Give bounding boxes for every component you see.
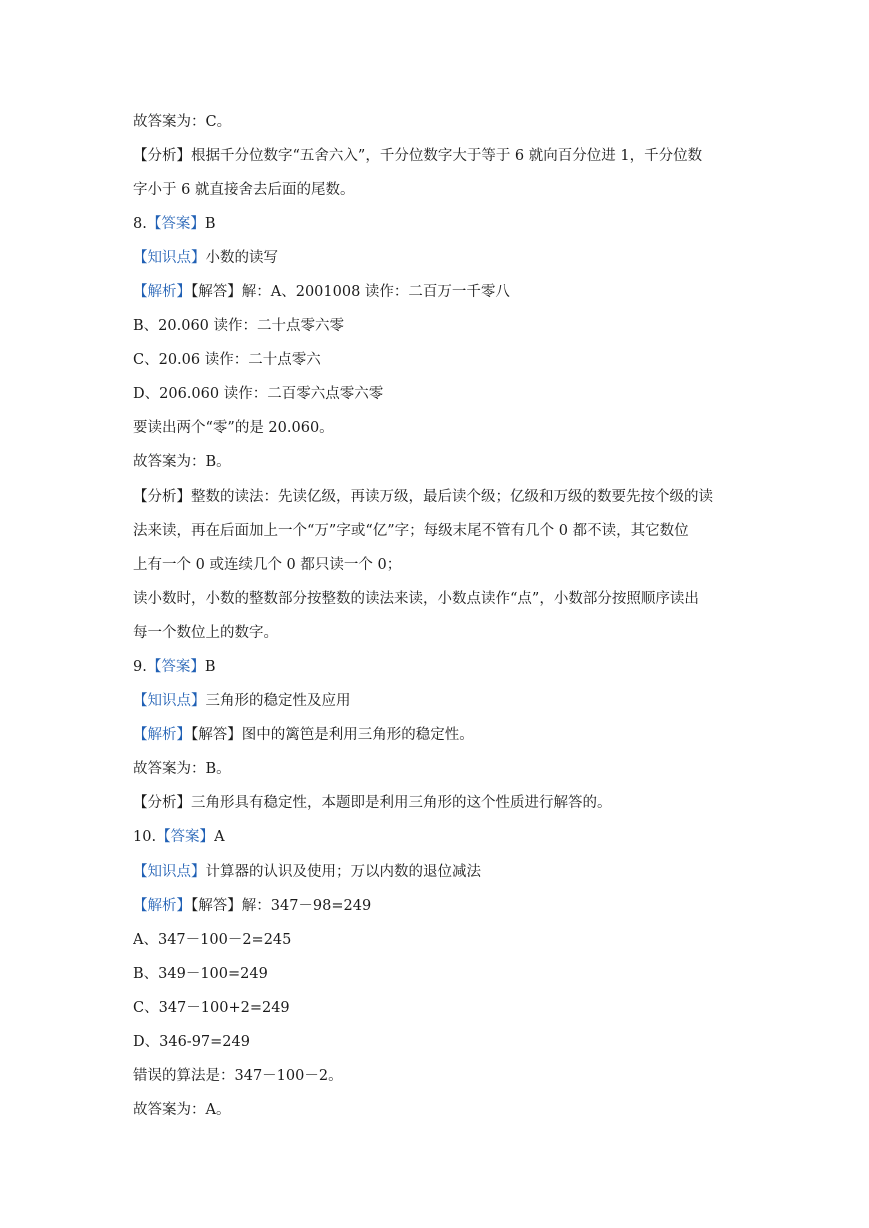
analysis-8-line-5: [133, 623, 743, 643]
knowledge-tag: 【知识点】: [133, 864, 206, 880]
calc-option-c: [133, 998, 743, 1018]
line-text: D、206.060 读作：二百零六点零六零: [133, 386, 384, 402]
question-number: 9.: [133, 659, 147, 675]
solution-tag: 【解析】: [133, 727, 191, 743]
calc-option-b: [133, 964, 743, 984]
wrong-method-line: [133, 1066, 743, 1086]
line-text: 计算器的认识及使用；万以内数的退位减法: [205, 864, 481, 880]
analysis-8-line-3: [133, 555, 743, 575]
analysis-8-line-2: [133, 521, 743, 541]
line-text: A: [214, 829, 225, 845]
line-text: 每一个数位上的数字。: [133, 625, 278, 641]
question-9-knowledge: [133, 691, 743, 711]
question-9-solution: [133, 725, 743, 745]
line-text: B、20.060 读作：二十点零六零: [133, 318, 344, 334]
line-text: 故答案为：B。: [133, 761, 231, 777]
question-number: 10.: [133, 829, 157, 845]
calc-option-a: [133, 930, 743, 950]
line-text: 故答案为：C。: [133, 114, 232, 130]
answer-tag: 【答案】: [146, 216, 205, 232]
answer-line-10: [133, 1100, 743, 1120]
option-b-line: [133, 316, 743, 336]
knowledge-tag: 【知识点】: [133, 693, 206, 709]
line-text: A、347－100－2=245: [133, 932, 292, 948]
analysis-tag: 【分析】: [133, 795, 191, 811]
line-text: 三角形的稳定性及应用: [205, 693, 351, 709]
analysis-8-line-4: [133, 589, 743, 609]
line-text: 字小于 6 就直接舍去后面的尾数。: [133, 182, 355, 198]
answer-tag: 【答案】: [146, 659, 205, 675]
line-text: C、347－100+2=249: [133, 1000, 290, 1016]
analysis-7-line-1: [133, 146, 743, 166]
line-text: 上有一个 0 或连续几个 0 都只读一个 0；: [133, 557, 402, 573]
line-text: 法来读，再在后面加上一个“万”字或“亿”字；每级末尾不管有几个 0 都不读，其它数位: [133, 523, 689, 539]
line-text: D、346-97=249: [133, 1034, 250, 1050]
line-text: 【解答】解：347－98=249: [191, 898, 372, 914]
line-text: 小数的读写: [205, 250, 278, 266]
conclusion-line: [133, 418, 743, 438]
line-text: B、349－100=249: [133, 966, 268, 982]
line-text: B: [204, 659, 216, 675]
analysis-tag: 【分析】: [133, 489, 191, 505]
question-9-answer: [133, 657, 743, 677]
line-text: 故答案为：A。: [133, 1102, 231, 1118]
answer-line-8: [133, 452, 743, 472]
analysis-7-line-2: [133, 180, 743, 200]
solution-tag: 【解析】: [133, 284, 191, 300]
line-text: 根据千分位数字“五舍六入”，千分位数字大于等于 6 就向百分位进 1，千分位数: [191, 148, 703, 164]
line-text: 整数的读法：先读亿级，再读万级，最后读个级；亿级和万级的数要先按个级的读: [191, 489, 713, 505]
line-text: 【解答】图中的篱笆是利用三角形的稳定性。: [191, 727, 474, 743]
question-number: 8.: [133, 216, 147, 232]
line-text: 三角形具有稳定性，本题即是利用三角形的这个性质进行解答的。: [191, 795, 612, 811]
line-text: 【解答】解：A、2001008 读作：二百万一千零八: [191, 284, 510, 300]
question-8-solution: [133, 282, 743, 302]
analysis-8-line-1: [133, 487, 743, 507]
line-text: 故答案为：B。: [133, 454, 231, 470]
line-text: 要读出两个“零”的是 20.060。: [133, 420, 334, 436]
question-10-answer: [133, 827, 743, 847]
knowledge-tag: 【知识点】: [133, 250, 206, 266]
question-8-answer: [133, 214, 743, 234]
calc-option-d: [133, 1032, 743, 1052]
option-c-line: [133, 350, 743, 370]
line-text: C、20.06 读作：二十点零六: [133, 352, 321, 368]
answer-line-9: [133, 759, 743, 779]
question-8-knowledge: [133, 248, 743, 268]
question-10-knowledge: [133, 862, 743, 882]
line-text: 错误的算法是：347－100－2。: [133, 1068, 343, 1084]
line-text: B: [204, 216, 216, 232]
question-10-solution: [133, 896, 743, 916]
answer-line-7: [133, 112, 743, 132]
option-d-line: [133, 384, 743, 404]
line-text: 读小数时，小数的整数部分按整数的读法来读，小数点读作“点”，小数部分按照顺序读出: [133, 591, 699, 607]
answer-tag: 【答案】: [156, 829, 215, 845]
solution-tag: 【解析】: [133, 898, 191, 914]
analysis-tag: 【分析】: [133, 148, 191, 164]
analysis-9-line: [133, 793, 743, 813]
